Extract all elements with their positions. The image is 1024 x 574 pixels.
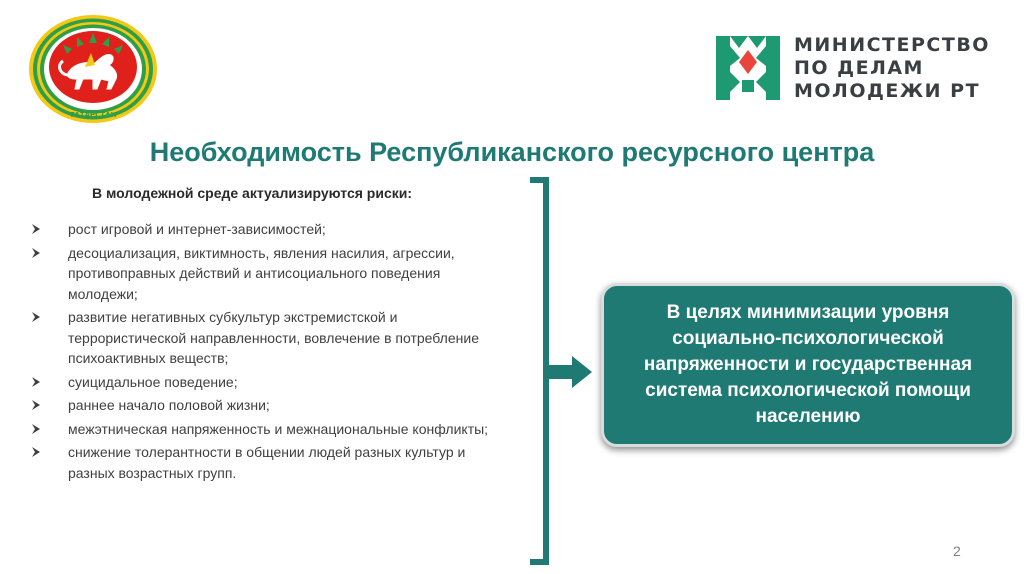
arrow-right-icon: [548, 354, 594, 390]
risks-heading: В молодежной среде актуализируются риски:: [92, 185, 413, 201]
emblem-caption: ТАТАРСТАН: [69, 111, 117, 119]
risk-list: [30, 219, 510, 486]
list-item: [30, 219, 510, 240]
list-item: [30, 442, 510, 483]
risk-text: суицидальное поведение;: [68, 373, 238, 390]
ministry-m-logo-icon: [716, 36, 780, 100]
arrow-bullet-icon: [30, 442, 44, 462]
ministry-name-line: МОЛОДЕЖИ РТ: [794, 80, 981, 102]
risk-text: снижение толерантности в общении людей разных культур и разных возрастных групп.: [68, 444, 466, 481]
list-item: [30, 419, 510, 440]
arrow-bullet-icon: [30, 419, 44, 439]
risk-text: раннее начало половой жизни;: [68, 397, 270, 413]
list-item: [30, 372, 510, 393]
conclusion-box: [601, 283, 1015, 447]
ministry-name: [794, 34, 1014, 103]
conclusion-text: В целях минимизации уровня социально-психологической напряженности и государственная система психологической помощи населению: [643, 302, 973, 427]
list-item: [30, 307, 510, 369]
arrow-bullet-icon: [30, 372, 44, 392]
arrow-bullet-icon: [30, 243, 44, 263]
ministry-name-line: ПО ДЕЛАМ: [794, 57, 924, 79]
tatarstan-emblem-icon: [27, 13, 159, 125]
page-title: Необходимость Республиканского ресурсного центра: [149, 137, 875, 167]
risk-text: межэтническая напряженность и межнациональные конфликты;: [68, 420, 489, 437]
arrow-bullet-icon: [30, 395, 44, 415]
arrow-bullet-icon: [30, 219, 44, 239]
page-number: 2: [953, 543, 961, 559]
list-item: [30, 243, 510, 305]
risk-text: развитие негативных субкультур экстремистской и террористической направленности, вовлечение в потребление психоактивных веществ;: [68, 309, 479, 366]
risk-text: рост игровой и интернет-зависимостей;: [68, 221, 326, 237]
list-item: [30, 395, 510, 416]
arrow-bullet-icon: [30, 307, 44, 327]
ministry-name-line: МИНИСТЕРСТВО: [794, 34, 990, 56]
risk-text: десоциализация, виктимность, явления насилия, агрессии, противоправных действий и антисоциального поведения молодежи;: [68, 244, 455, 302]
